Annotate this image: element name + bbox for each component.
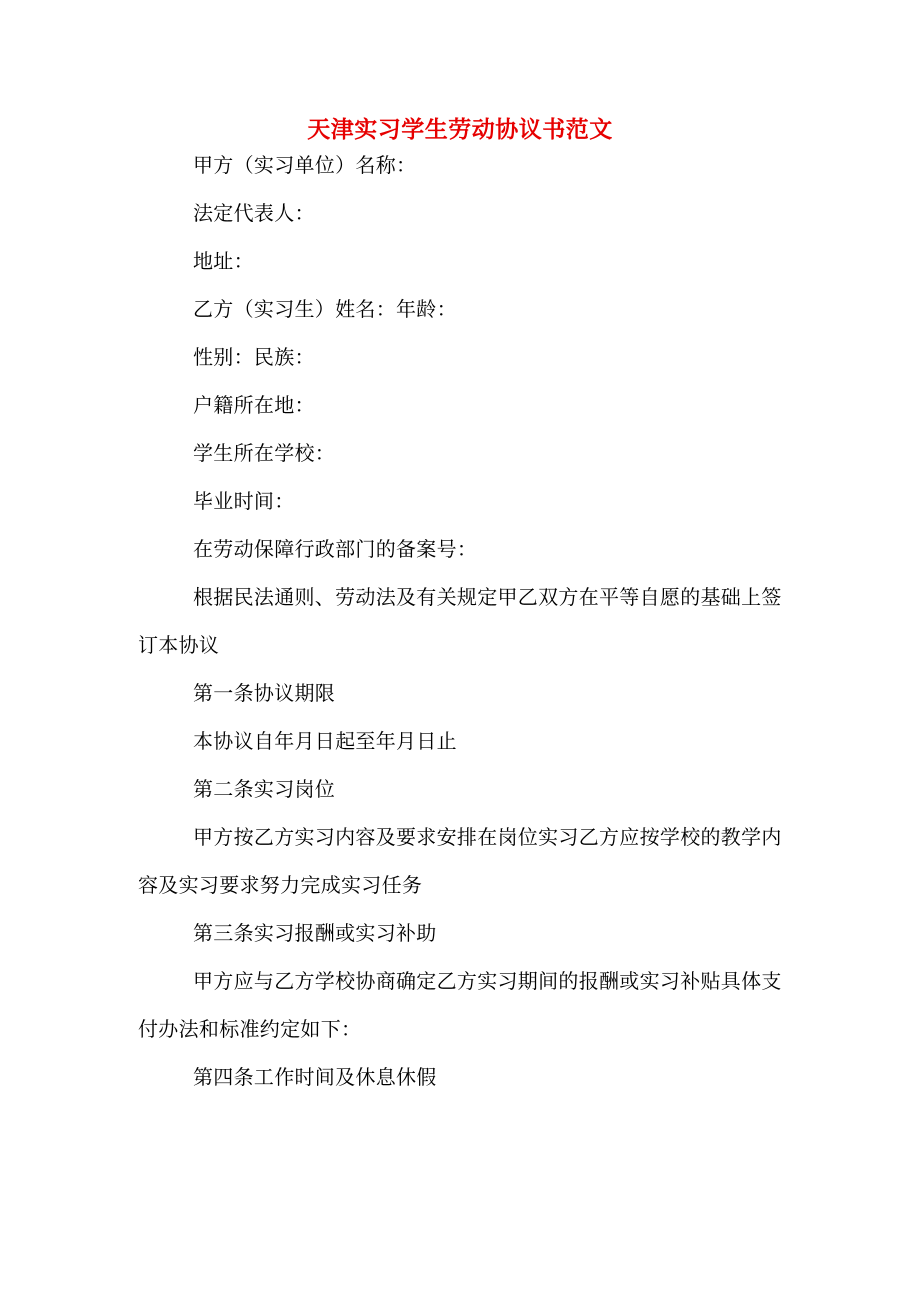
paragraph-preamble: 根据民法通则、劳动法及有关规定甲乙双方在平等自愿的基础上签订本协议 xyxy=(138,585,782,657)
paragraph-household-registration: 户籍所在地： xyxy=(193,393,315,417)
paragraph-legal-representative: 法定代表人： xyxy=(193,201,315,225)
document-body xyxy=(138,146,782,1106)
document-title: 天津实习学生劳动协议书范文 xyxy=(307,116,613,144)
paragraph-article-4-heading: 第四条工作时间及休息休假 xyxy=(193,1065,437,1089)
paragraph-graduation-time: 毕业时间： xyxy=(193,489,295,513)
paragraph-article-2-heading: 第二条实习岗位 xyxy=(193,777,336,801)
paragraph-school: 学生所在学校： xyxy=(193,441,336,465)
paragraph-article-1-body: 本协议自年月日起至年月日止 xyxy=(193,729,457,753)
paragraph-party-a-name: 甲方（实习单位）名称： xyxy=(193,153,417,177)
paragraph-article-2-body: 甲方按乙方实习内容及要求安排在岗位实习乙方应按学校的教学内容及实习要求努力完成实习任务 xyxy=(138,825,782,897)
paragraph-gender-ethnicity: 性别：民族： xyxy=(193,345,315,369)
paragraph-address: 地址： xyxy=(193,249,254,273)
paragraph-article-3-heading: 第三条实习报酬或实习补助 xyxy=(193,921,437,945)
paragraph-filing-number: 在劳动保障行政部门的备案号： xyxy=(193,537,478,561)
paragraph-article-3-body: 甲方应与乙方学校协商确定乙方实习期间的报酬或实习补贴具体支付办法和标准约定如下： xyxy=(138,969,782,1041)
paragraph-party-b-name-age: 乙方（实习生）姓名：年龄： xyxy=(193,297,457,321)
paragraph-article-1-heading: 第一条协议期限 xyxy=(193,681,336,705)
